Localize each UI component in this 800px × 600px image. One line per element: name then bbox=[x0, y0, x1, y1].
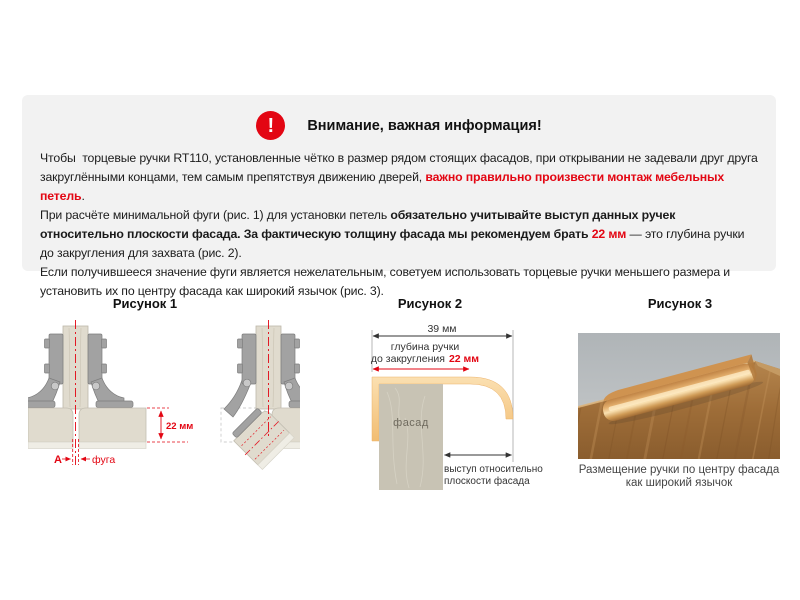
figure-2-title: Рисунок 2 bbox=[397, 296, 463, 311]
facade-panel bbox=[379, 384, 443, 490]
fig2-dim-39mm-label: 39 мм bbox=[427, 323, 457, 335]
notice-header bbox=[22, 95, 776, 140]
hinge-left-open bbox=[238, 334, 257, 387]
hinge-left bbox=[28, 334, 63, 408]
notice-box bbox=[22, 95, 776, 298]
hinge-right bbox=[88, 334, 133, 408]
text-segment: — это глубина ручки до закругления для захвата (рис. 2). bbox=[40, 227, 748, 260]
figure-1-title: Рисунок 1 bbox=[112, 296, 178, 311]
text-segment-red-bold: 22 мм bbox=[591, 227, 627, 241]
fig2-depth-label-line1: глубина ручки bbox=[390, 341, 460, 353]
text-segment: Чтобы торцевые ручки RT110, установленные чётко в размер рядом стоящих фасадов, при открывании не задевали друг друга закруглёнными концами, тем самым препятствуя движению дверей, bbox=[40, 151, 761, 184]
notice-paragraph-2 bbox=[40, 206, 759, 263]
fig1-right-assembly bbox=[221, 320, 300, 471]
fig2-protrusion-label-line2: плоскости фасада bbox=[444, 476, 530, 487]
figure-3-caption-line1: Размещение ручки по центру фасада bbox=[578, 464, 780, 476]
figure-2-handle-section-diagram bbox=[365, 322, 565, 500]
door-right bbox=[79, 408, 146, 442]
door-left bbox=[28, 408, 73, 442]
fig1-left-assembly bbox=[28, 326, 146, 449]
hinge-right bbox=[281, 334, 300, 408]
notice-body bbox=[22, 140, 776, 301]
text-segment-bold: обязательно учитывайте выступ данных ручек относительно плоскости фасада. За фактическую толщину фасада мы рекомендуем брать bbox=[40, 208, 679, 241]
figure-3-title: Рисунок 3 bbox=[647, 296, 713, 311]
figure-3-caption-line2: как широкий язычок bbox=[625, 477, 733, 489]
figure-3-handle-photo bbox=[578, 333, 780, 459]
fig2-depth-value: 22 мм bbox=[448, 353, 480, 365]
fig2-protrusion-label-line1: выступ относительно bbox=[444, 464, 543, 475]
text-segment: . bbox=[81, 189, 85, 203]
notice-title: Внимание, важная информация! bbox=[307, 117, 542, 134]
fig2-facade-label: фасад bbox=[393, 417, 429, 429]
text-segment: При расчёте минимальной фуги (рис. 1) для установки петель bbox=[40, 208, 391, 222]
fig1-label-a: А bbox=[54, 454, 62, 466]
text-segment: Если получившееся значение фуги является нежелательным, советуем использовать торцевые ручки меньшего размера и установить их по центру фасада как широкий язычок (рис. 3). bbox=[40, 265, 734, 298]
text-segment-red-bold: важно правильно произвести монтаж мебельных петель bbox=[40, 170, 728, 203]
exclamation-circle-icon: ! bbox=[256, 111, 285, 140]
fig1-dim-22mm-label: 22 мм bbox=[166, 421, 194, 432]
fig1-label-fuga: фуга bbox=[92, 454, 116, 466]
figure-3-caption bbox=[568, 464, 790, 490]
figure-1-hinge-diagram bbox=[28, 318, 300, 498]
notice-paragraph-1 bbox=[40, 149, 759, 206]
fig2-depth-label-line2: до закругления 22 мм bbox=[370, 353, 480, 365]
